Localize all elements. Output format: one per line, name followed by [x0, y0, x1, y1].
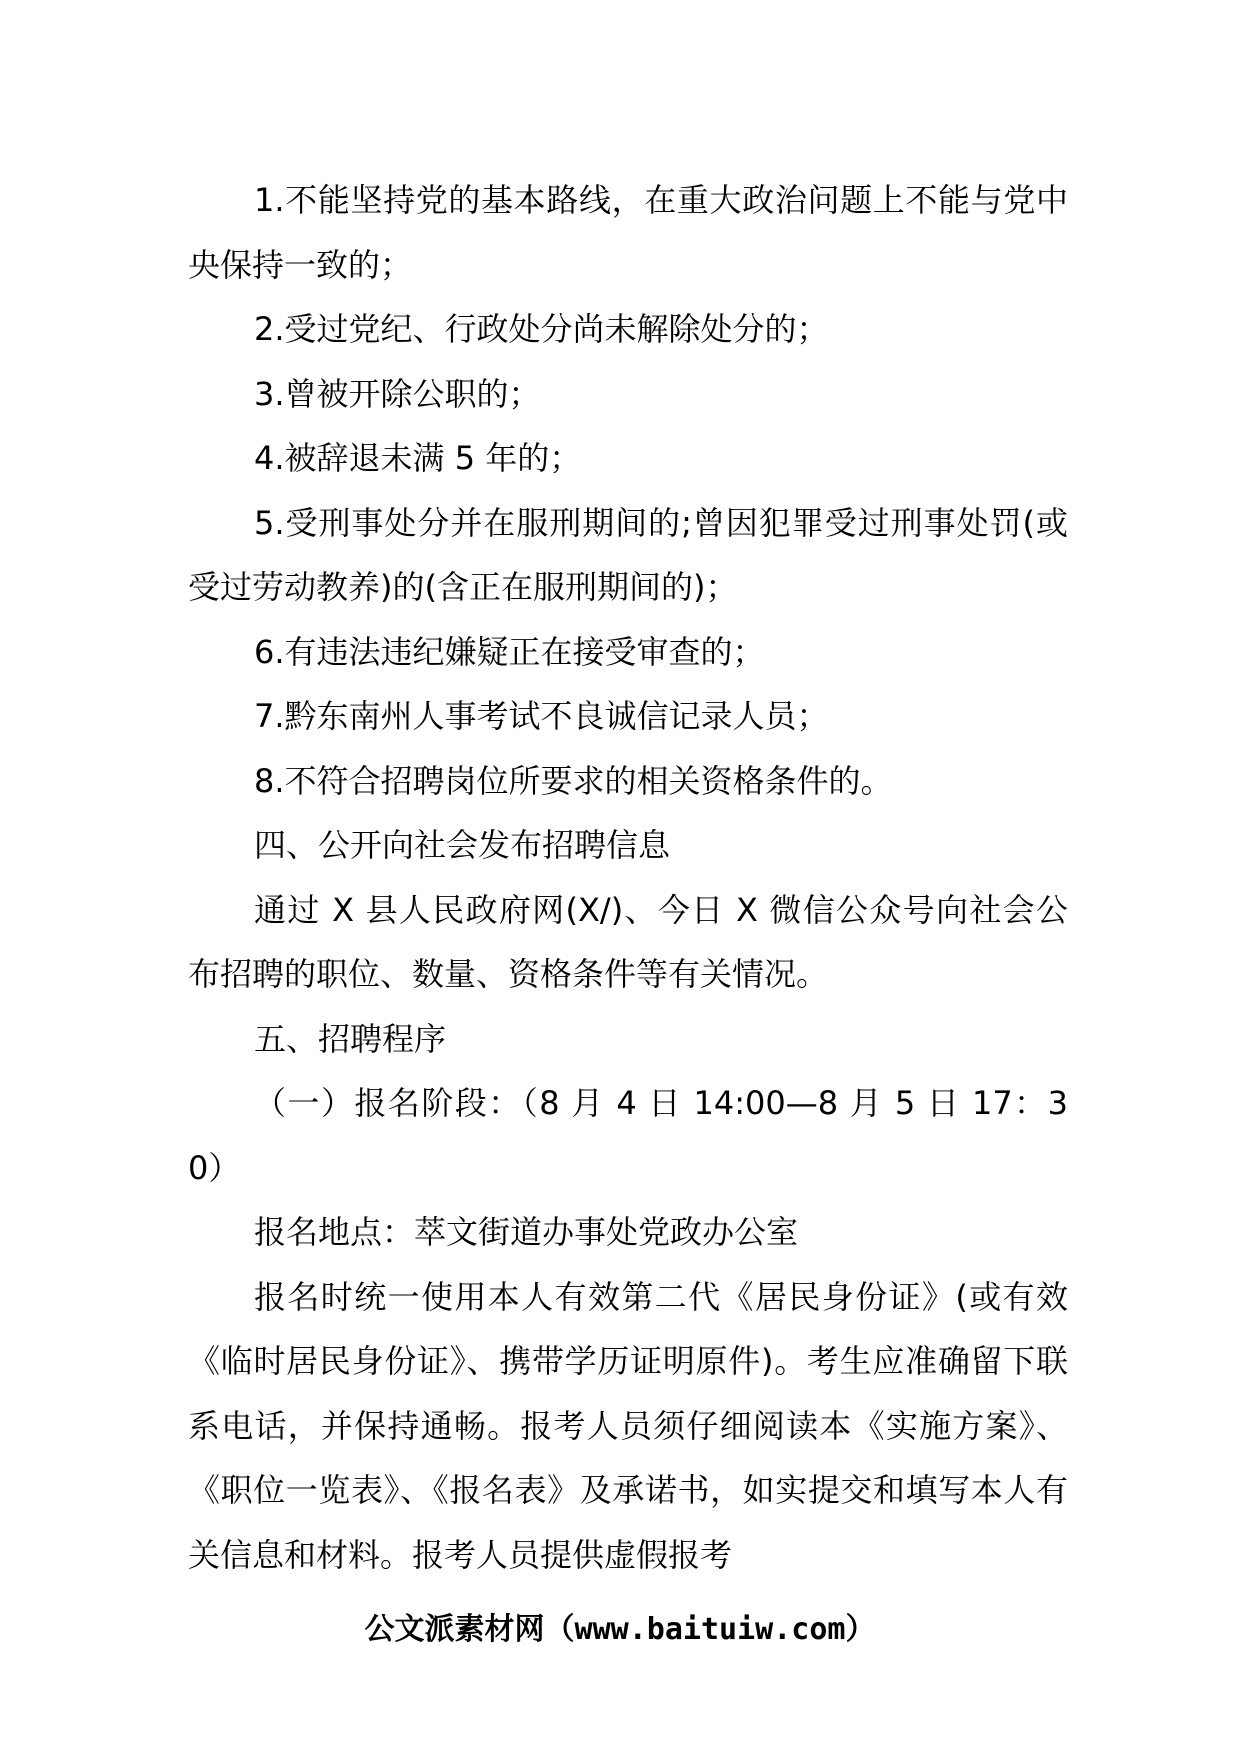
footer-site-name: 公文派素材网 [364, 1612, 545, 1647]
paragraph-item-6: 6.有违法违纪嫌疑正在接受审查的； [254, 632, 765, 671]
paragraph-item-2: 2.受过党纪、行政处分尚未解除处分的； [254, 310, 829, 348]
paragraph-item-7: 7.黔东南州人事考试不良诚信记录人员； [254, 697, 829, 735]
paragraph-registration-location: 报名地点：萃文街道办事处党政办公室 [254, 1213, 799, 1251]
paragraph-item-1: 1.不能坚持党的基本路线，在重大政治问题上不能与党中央保持一致的； [188, 181, 1068, 284]
paragraph-item-3: 3.曾被开除公职的； [254, 374, 541, 413]
section-heading-5: 五、招聘程序 [254, 1019, 447, 1058]
page-footer [0, 1610, 1240, 1650]
footer-url: （www.baituiw.com） [544, 1612, 876, 1647]
paragraph-item-4: 4.被辞退未满 5 年的； [254, 439, 582, 477]
paragraph-publish-info: 通过 X 县人民政府网(X/)、今日 X 微信公众号向社会公布招聘的职位、数量、资格条件等有关情况。 [188, 890, 1068, 993]
document-body [188, 168, 1068, 1587]
paragraph-item-5: 5.受刑事处分并在服刑期间的;曾因犯罪受过刑事处罚(或受过劳动教养)的(含正在服刑期间的)； [188, 503, 1068, 606]
section-heading-4: 四、公开向社会发布招聘信息 [254, 826, 671, 864]
paragraph-item-8: 8.不符合招聘岗位所要求的相关资格条件的。 [254, 761, 893, 800]
subsection-registration-period: （一）报名阶段：（8 月 4 日 14:00—8 月 5 日 17：30） [188, 1084, 1068, 1187]
paragraph-registration-requirements: 报名时统一使用本人有效第二代《居民身份证》(或有效《临时居民身份证》、携带学历证明原件)。考生应准确留下联系电话，并保持通畅。报考人员须仔细阅读本《实施方案》、《职位一览表》、《报名表》及承诺书，如实提交和填写本人有关信息和材料。报考人员提供虚假报考 [188, 1277, 1068, 1574]
